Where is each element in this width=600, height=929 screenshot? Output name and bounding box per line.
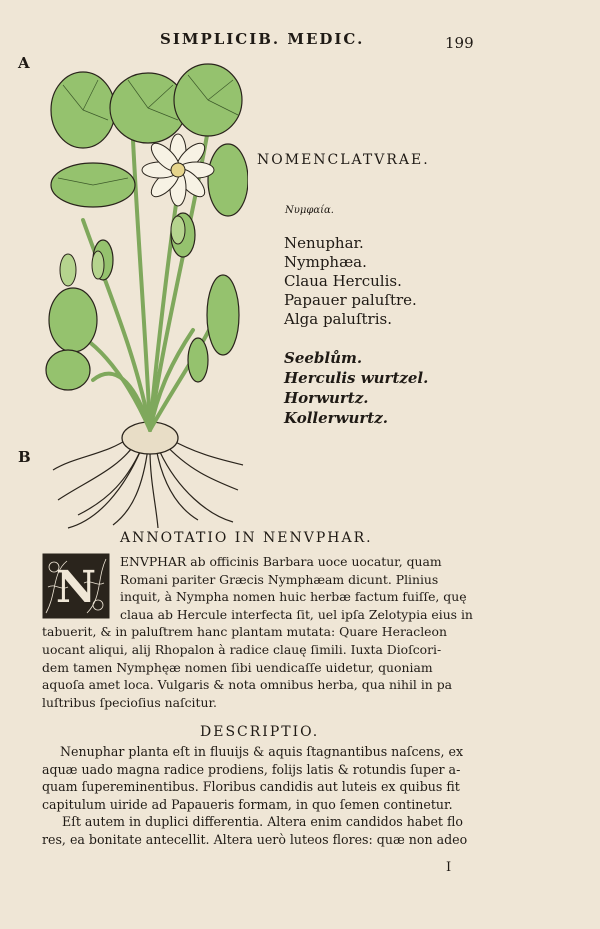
latin-name: Nymphæa.	[284, 253, 367, 271]
annotation-line: uocant aliqui, alij Rhopalon à radice clauę ſimili. Iuxta Dioſcori-	[42, 641, 442, 657]
annotation-line: dem tamen Nymphęæ nomen ſibi uendicaſſe uidetur, quoniam	[42, 659, 433, 675]
nomenclature-heading: NOMENCLATVRAE.	[257, 152, 430, 168]
greek-name: Νυμφαία.	[285, 205, 334, 216]
german-name: Herculis wurtzel.	[284, 369, 429, 387]
latin-name: Nenuphar.	[284, 234, 364, 252]
annotation-line: luſtribus ſpecioſius naſcitur.	[42, 694, 217, 710]
latin-name: Alga paluſtris.	[284, 310, 392, 328]
description-line: Nenuphar planta eſt in fluuijs & aquis ſtagnantibus naſcens, ex	[60, 744, 464, 759]
page-number: 199	[445, 34, 474, 52]
lily-flower	[142, 134, 214, 206]
annotation-line: Romani pariter Græcis Nymphæam dicunt. Plinius	[120, 571, 439, 587]
margin-letter-a: A	[18, 54, 30, 72]
german-name: Horwurtz.	[284, 389, 369, 407]
initial-letter: N	[55, 562, 97, 613]
annotation-line: tabuerit, & in paluſtrem hanc plantam mutata: Quare Heracleon	[42, 624, 447, 640]
catchword: I	[446, 860, 452, 875]
description-heading: DESCRIPTIO.	[200, 724, 320, 740]
annotation-line: inquit, à Nympha nomen huic herbæ factum fuiſſe, quę	[120, 589, 467, 605]
german-names-list	[284, 348, 428, 428]
water-lily-illustration	[38, 60, 248, 530]
description-text	[42, 743, 494, 849]
description-line: quam ſupereminentibus. Floribus candidis aut luteis ex quibus fit	[42, 779, 460, 795]
annotation-heading: ANNOTATIO IN NENVPHAR.	[120, 530, 373, 546]
annotation-line: aquoſa amet loca. Vulgaris & nota omnibus herba, qua nihil in pa	[42, 677, 453, 693]
running-head: SIMPLICIB. MEDIC.	[160, 30, 365, 48]
annotation-line: ENVPHAR ab officinis Barbara uoce uocatur, quam	[120, 554, 442, 569]
description-line: Eſt autem in duplici differentia. Altera enim candidos habet flo	[62, 814, 463, 830]
margin-letter-b: B	[18, 448, 31, 466]
latin-name: Claua Herculis.	[284, 272, 402, 290]
description-line: res, ea bonitate antecellit. Altera uerò luteos flores: quæ non adeo	[42, 831, 468, 847]
german-name: Seeblům.	[284, 349, 363, 367]
latin-names-list	[284, 234, 417, 329]
annotation-text	[42, 553, 492, 711]
annotation-line: claua ab Hercule interfecta ſit, uel ipſa Zelotypia eius in	[120, 606, 473, 622]
latin-name: Papauer paluſtre.	[284, 291, 417, 309]
german-name: Kollerwurtz.	[284, 409, 388, 427]
description-line: capitulum uiride ad Papaueris formam, in quo ſemen continetur.	[42, 796, 453, 812]
description-line: aquæ uado magna radice prodiens, folijs latis & rotundis ſuper a-	[42, 761, 461, 777]
